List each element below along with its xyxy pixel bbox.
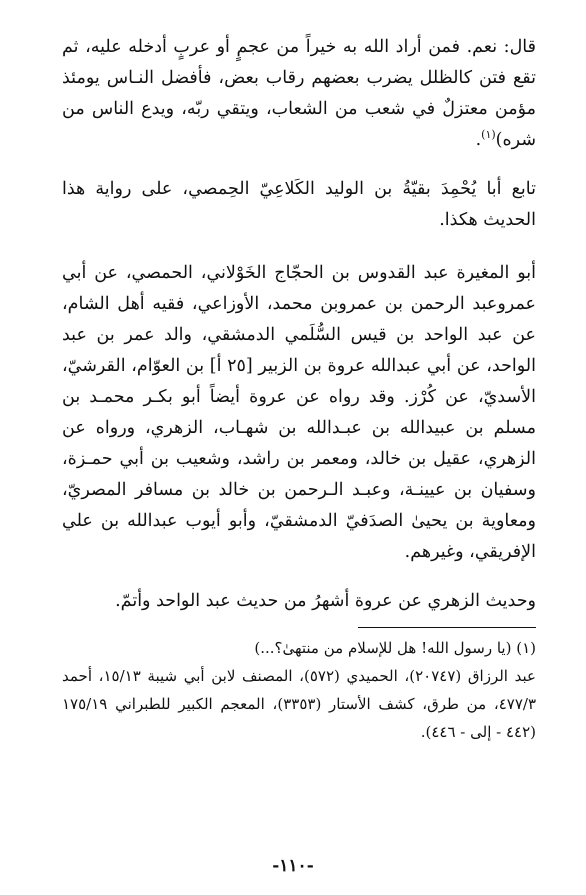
- paragraph-conclusion: وحديث الزهري عن عروة أشهرُ من حديث عبد الواحد وأتمّ.: [115, 591, 536, 611]
- paragraph-isnad-chain: أبو المغيرة عبد القدوس بن الحجّاج الخَوْلاني، الحمصي، عن أبي عمروعبد الرحمن بن عمروبن محمد، الأوزاعي، فقيه أهل الشام، عن عبد الواحد بن قيس السُّلَمي الدمشقي، والد عمر بن عبد الواحد، عن أبي عبدالله عروة بن الزبير [٢٥ أ] بن العوّام، القرشيّ، الأسديّ، عن كُرْز. وقد رواه عن عروة أيضاً أبو بكـر محمـد بن مسلم بن عبيدالله بن عبـدالله بن شهـاب، الزهري، ورواه عن الزهري، عقيل بن خالد، ومعمر بن راشد، وشعيب بن أبي حمـزة، وسفيان بن عيينـة، وعبـد الـرحمن بن خالد بن مسافر المصريّ، ومعاوية بن يحيىٰ الصدَفيّ الدمشقيّ، وأبو أيوب عبدالله بن علي الإفريقي، وغيرهم.: [62, 263, 536, 562]
- paragraph-end-punct: .: [475, 130, 482, 150]
- footnote-1-sources: عبد الرزاق (٢٠٧٤٧)، الحميدي (٥٧٢)، المصنف لابن أبي شيبة ١٥/١٣، أحمد ٤٧٧/٣، من طرق، كشف الأستار (٣٣٥٣)، المعجم الكبير للطبراني ١٧٥/١٩ (٤٤٢ - إلى - ٤٤٦).: [62, 667, 536, 741]
- footnote-marker: (١): [481, 128, 496, 142]
- paragraph-follow-up: تابع أبا يُحْمِدَ بقيّةُ بن الوليد الكَلاعِيّ الحِمصي، على رواية هذا الحديث هكذا.: [62, 179, 536, 230]
- footnote-separator: [358, 627, 536, 628]
- page-number: -١١٠-: [272, 856, 314, 876]
- footnotes-block: [62, 634, 536, 746]
- paragraph-hadith-text: [62, 32, 536, 156]
- footnote-1-quote: (١) (يا رسول الله! هل للإسلام من منتهىٰ؟...): [254, 639, 536, 657]
- paragraph-text: قال: نعم. فمن أراد الله به خيراً من عجمٍ أو عربٍ أدخله عليه، ثم تقع فتن كالظلل يضرب بعضهم رقاب بعض، فأفضل النـاس يومئذ مؤمن معتزلٌ في شعب من الشعاب، ويتقي ربّه، ويدع الناس من شره): [62, 37, 536, 150]
